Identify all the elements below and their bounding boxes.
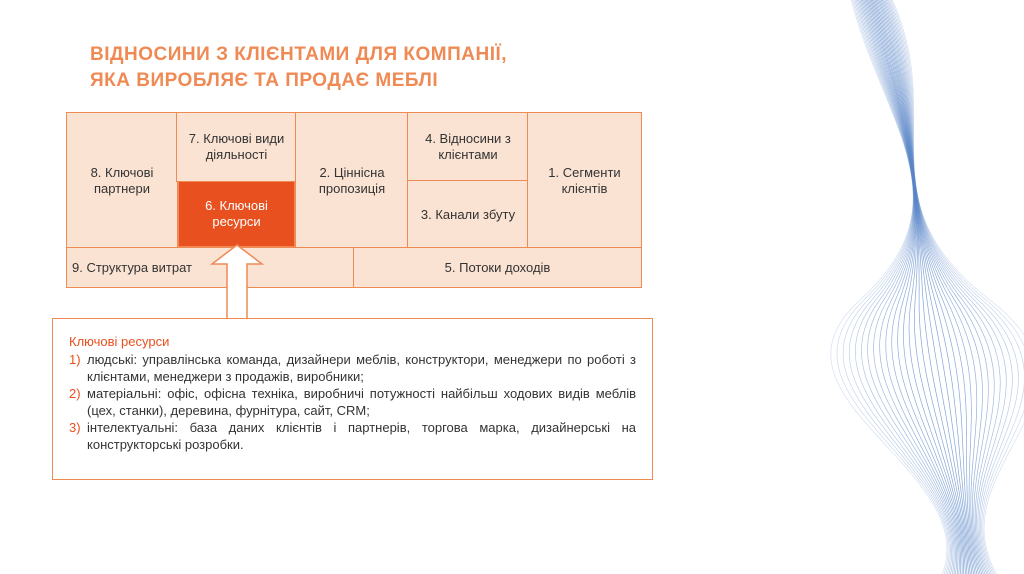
title-line-1: ВІДНОСИНИ З КЛІЄНТАМИ ДЛЯ КОМПАНІЇ,: [90, 44, 507, 65]
cell-revenue-streams: 5. Потоки доходів: [353, 247, 642, 288]
cell-key-resources: 6. Ключові ресурси: [178, 181, 295, 247]
cell-key-partners: 8. Ключові партнери: [66, 112, 178, 249]
list-text: інтелектуальні: база даних клієнтів і партнерів, торгова марка, дизайнерські на конструкторські розробки.: [87, 420, 636, 452]
cell-customer-segments: 1. Сегменти клієнтів: [527, 112, 642, 249]
title-line-2: ЯКА ВИРОБЛЯЄ ТА ПРОДАЄ МЕБЛІ: [90, 70, 439, 91]
list-item: [69, 385, 636, 419]
cell-value-proposition: 2. Ціннісна пропозиція: [295, 112, 409, 249]
panel-heading: Ключові ресурси: [69, 334, 170, 349]
list-text: матеріальні: офіс, офісна техніка, виробничі потужності найбільш ходових видів меблів (цех, станки), деревина, фурнітура, сайт, CRM;: [87, 386, 636, 418]
cell-cost-structure: 9. Структура витрат: [66, 247, 355, 288]
list-text: людські: управлінська команда, дизайнери меблів, конструктори, менеджери по роботі з клієнтами, менеджери з продажів, виробники;: [87, 352, 636, 384]
list-number: 2): [69, 386, 81, 401]
list-item: [69, 419, 636, 453]
list-item: [69, 351, 636, 385]
wave-line: [866, 0, 964, 574]
cell-key-activities: 7. Ключові види діяльності: [176, 112, 297, 182]
cell-customer-relationships: 4. Відносини з клієнтами: [407, 112, 529, 182]
list-number: 3): [69, 420, 81, 435]
decorative-waves: [820, 0, 1024, 574]
list-number: 1): [69, 352, 81, 367]
resources-list: [69, 351, 636, 453]
key-resources-panel: [52, 318, 653, 480]
cell-channels: 3. Канали збуту: [407, 180, 529, 249]
